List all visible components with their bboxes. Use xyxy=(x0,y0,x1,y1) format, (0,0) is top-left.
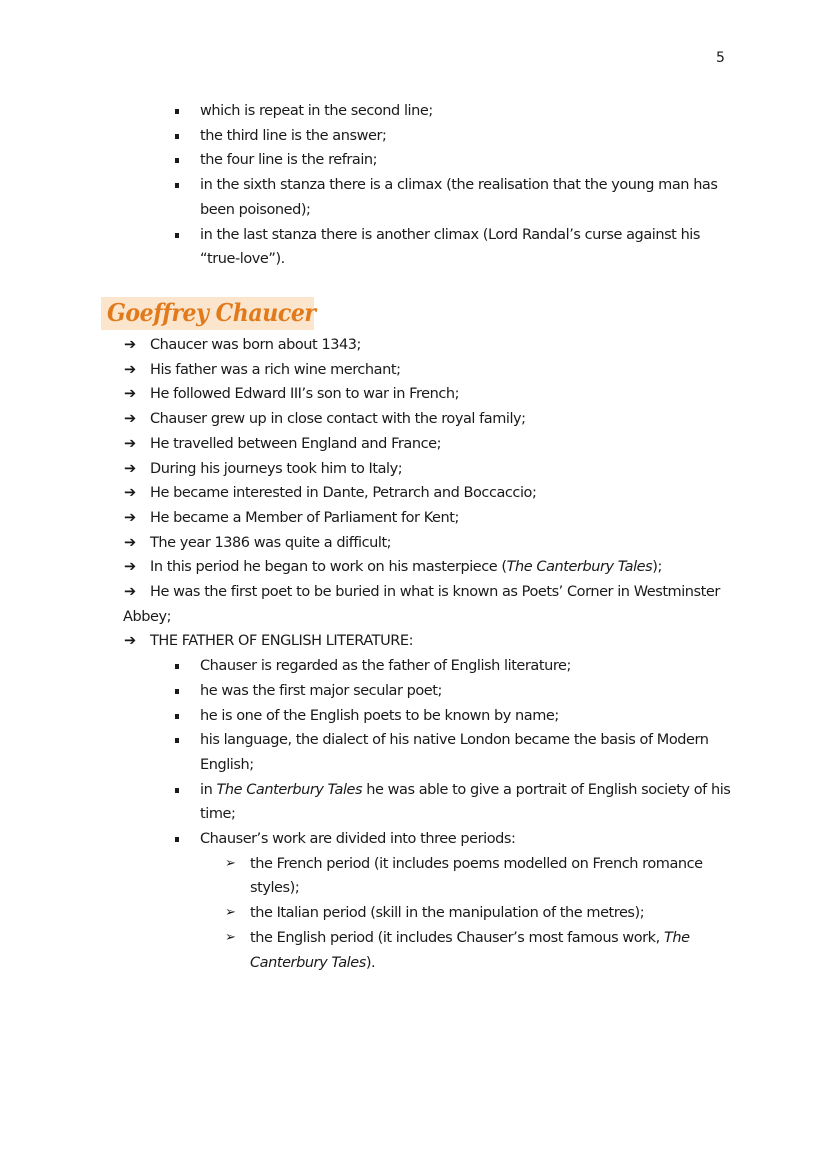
periods-list xyxy=(225,852,710,976)
list-item: his language, the dialect of his native London became the basis of Modern English; xyxy=(200,728,740,777)
arrow-bullet-icon: ➔ xyxy=(124,411,136,428)
arrow-bullet-icon: ➔ xyxy=(124,337,136,353)
list-item: the four line is the refrain; xyxy=(200,148,740,173)
arrow-bullet-icon: ➔ xyxy=(124,559,136,576)
book-title: The Canterbury Tales xyxy=(506,559,653,576)
father-heading: THE FATHER OF ENGLISH LITERATURE: xyxy=(150,633,414,650)
list-item: ➢ the Italian period (skill in the manipulation of the metres); xyxy=(250,901,710,926)
arrow-bullet-icon: ➔ xyxy=(124,435,136,452)
arrow-bullet-icon: ➔ xyxy=(124,509,136,526)
list-item: the third line is the answer; xyxy=(200,124,740,149)
list-item: he is one of the English poets to be known by name; xyxy=(200,704,740,729)
section-heading xyxy=(101,297,314,330)
list-item: ➔ He became a Member of Parliament for Kent; xyxy=(150,506,740,531)
triangle-bullet-icon: ➢ xyxy=(225,929,236,945)
book-title: The Canterbury Tales xyxy=(250,929,690,971)
arrow-bullet-icon: ➔ xyxy=(124,485,136,502)
list-item: which is repeat in the second line; xyxy=(200,99,740,124)
list-item: Chauser’s work are divided into three periods: ➢ the French period (it includes poems modelled on French romance styles); ➢ the Italian period (skill in the manipulation of the metres); ➢ the English period (it includes Chauser’s most famous work, The Canterbury Tales). xyxy=(200,827,740,975)
arrow-bullet-icon: ➔ xyxy=(124,534,136,551)
list-item: ➔ In this period he began to work on his masterpiece (The Canterbury Tales); xyxy=(150,555,740,580)
list-item: he was the first major secular poet; xyxy=(200,679,740,704)
list-item: ➔ Chaucer was born about 1343; xyxy=(150,333,740,358)
list-item: ➔ Chauser grew up in close contact with the royal family; xyxy=(150,407,740,432)
chaucer-facts-list xyxy=(123,333,740,975)
arrow-bullet-icon: ➔ xyxy=(124,460,136,477)
father-bullet-list xyxy=(200,654,740,975)
list-item: ➔ He followed Edward III’s son to war in French; xyxy=(150,382,740,407)
section-heading-text: Goeffrey Chaucer xyxy=(107,298,316,327)
lord-randal-bullet-list xyxy=(200,99,740,272)
arrow-bullet-icon: ➔ xyxy=(124,584,136,601)
arrow-bullet-icon: ➔ xyxy=(124,361,136,378)
list-item: in the last stanza there is another climax (Lord Randal’s curse against his “true-love”). xyxy=(200,223,740,272)
list-item: ➢ the English period (it includes Chauser’s most famous work, The Canterbury Tales). xyxy=(250,926,710,975)
list-item: ➔ The year 1386 was quite a difficult; xyxy=(150,531,740,556)
list-item: in The Canterbury Tales he was able to give a portrait of English society of his time; xyxy=(200,778,740,827)
list-item: ➔ During his journeys took him to Italy; xyxy=(150,457,740,482)
arrow-bullet-icon: ➔ xyxy=(124,633,136,650)
list-item xyxy=(124,629,740,975)
list-item: ➔ He was the first poet to be buried in what is known as Poets’ Corner in Westminster Abbey; xyxy=(150,580,740,629)
list-item: ➢ the French period (it includes poems modelled on French romance styles); xyxy=(250,852,710,901)
list-item: ➔ He travelled between England and France; xyxy=(150,432,740,457)
page-number: 5 xyxy=(716,50,725,66)
list-item: Chauser is regarded as the father of English literature; xyxy=(200,654,740,679)
triangle-bullet-icon: ➢ xyxy=(225,905,236,921)
triangle-bullet-icon: ➢ xyxy=(225,855,236,871)
list-item: ➔ He became interested in Dante, Petrarch and Boccaccio; xyxy=(150,481,740,506)
list-item: in the sixth stanza there is a climax (the realisation that the young man has been poisoned); xyxy=(200,173,740,222)
list-item: ➔ His father was a rich wine merchant; xyxy=(150,358,740,383)
book-title: The Canterbury Tales xyxy=(216,781,363,798)
arrow-bullet-icon: ➔ xyxy=(124,386,136,403)
